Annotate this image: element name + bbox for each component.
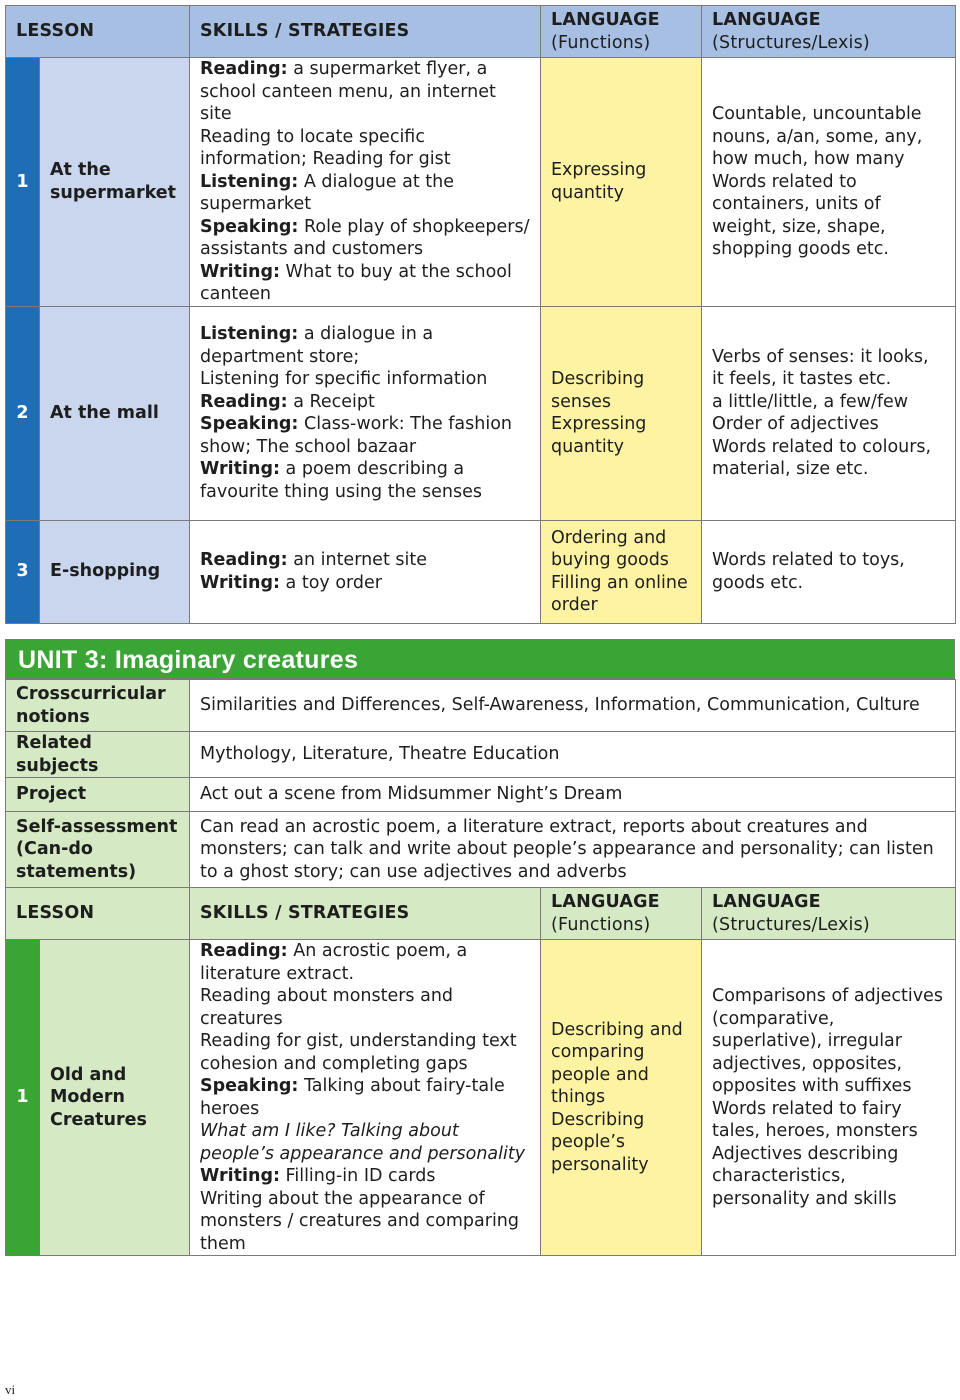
header-structures-sub: (Structures/Lexis) xyxy=(712,32,870,53)
lesson-name: Old and Modern Creatures xyxy=(40,940,190,1256)
structures-cell xyxy=(702,58,956,307)
info-row xyxy=(6,680,956,732)
skill-line: Reading about monsters and creatures xyxy=(200,986,454,1029)
skill-line: Speaking: Talking about fairy-tale heroes xyxy=(200,1076,505,1119)
skill-line: Reading to locate specific information; Reading for gist xyxy=(200,126,451,169)
info-value: Similarities and Differences, Self-Awareness, Information, Communication, Culture xyxy=(190,680,956,732)
lesson-name: E-shopping xyxy=(40,520,190,623)
skill-line: Listening: A dialogue at the supermarket xyxy=(200,171,455,214)
function-item: Expressing quantity xyxy=(551,414,647,457)
info-value: Can read an acrostic poem, a literature extract, reports about creatures and monsters; can talk and write about people’s appearance and personality; can listen to a ghost story; can use adjectives and adverbs xyxy=(190,812,956,888)
function-item: Expressing quantity xyxy=(551,160,647,203)
function-item: Ordering and buying goods xyxy=(551,527,669,570)
skills-cell xyxy=(190,940,541,1256)
function-item: Describing senses xyxy=(551,369,645,412)
skill-line: Writing about the appearance of monsters / creatures and comparing them xyxy=(200,1188,520,1254)
skill-line: Writing: a poem describing a favourite thing using the senses xyxy=(200,459,482,502)
function-item: Describing people’s personality xyxy=(551,1109,649,1175)
structures-cell xyxy=(702,940,956,1256)
structure-item: Words related to containers, units of weight, size, shape, shopping goods etc. xyxy=(712,171,889,259)
structures-cell xyxy=(702,520,956,623)
structure-item: Adjectives describing characteristics, personality and skills xyxy=(712,1143,899,1209)
header-skills: SKILLS / STRATEGIES xyxy=(190,888,541,940)
unit2-table xyxy=(5,5,956,624)
header-lesson: LESSON xyxy=(6,888,190,940)
lesson-number: 1 xyxy=(6,940,40,1256)
skill-line: Reading: an internet site xyxy=(200,550,427,570)
header-structures-top: LANGUAGE xyxy=(712,892,821,912)
info-value: Act out a scene from Midsummer Night’s Dream xyxy=(190,778,956,812)
info-value: Mythology, Literature, Theatre Education xyxy=(190,732,956,778)
info-row xyxy=(6,778,956,812)
structure-item: Order of adjectives xyxy=(712,414,879,434)
skill-line: Listening: a dialogue in a department store; xyxy=(200,324,434,367)
unit-title: UNIT 3: Imaginary creatures xyxy=(18,646,359,674)
functions-cell xyxy=(541,58,702,307)
skill-line: Reading: An acrostic poem, a literature extract. xyxy=(200,941,468,984)
header-structures-top: LANGUAGE xyxy=(712,10,821,30)
header-functions-sub: (Functions) xyxy=(551,32,651,53)
skill-line: Reading for gist, understanding text cohesion and completing gaps xyxy=(200,1031,517,1074)
function-item: Describing and comparing people and things xyxy=(551,1019,683,1108)
skill-line: What am I like? Talking about people’s appearance and personality xyxy=(200,1121,526,1164)
info-label: Self-assessment (Can-do statements) xyxy=(6,812,190,888)
structures-cell xyxy=(702,306,956,520)
lesson-number: 1 xyxy=(6,58,40,307)
structure-item: Words related to fairy tales, heroes, monsters xyxy=(712,1098,918,1141)
structure-item: Words related to colours, material, size etc. xyxy=(712,436,932,479)
table-row xyxy=(6,306,956,520)
skills-cell xyxy=(190,58,541,307)
structure-item: Words related to toys, goods etc. xyxy=(712,550,905,593)
function-item: Filling an online order xyxy=(551,572,688,615)
unit-title-bar xyxy=(5,639,955,679)
info-label: Project xyxy=(6,778,190,812)
skill-line: Writing: What to buy at the school canteen xyxy=(200,261,512,304)
header-functions-sub: (Functions) xyxy=(551,914,651,935)
functions-cell xyxy=(541,306,702,520)
functions-cell xyxy=(541,520,702,623)
header-lesson: LESSON xyxy=(6,6,190,58)
header-functions-top: LANGUAGE xyxy=(551,10,660,30)
header-skills: SKILLS / STRATEGIES xyxy=(190,6,541,58)
info-label: Related subjects xyxy=(6,732,190,778)
header-structures xyxy=(702,888,956,940)
info-label: Crosscurricular notions xyxy=(6,680,190,732)
table-row xyxy=(6,940,956,1256)
lesson-name: At the supermarket xyxy=(40,58,190,307)
structure-item: Countable, uncountable nouns, a/an, some, any, how much, how many xyxy=(712,104,923,169)
table-row xyxy=(6,520,956,623)
unit2-header-row xyxy=(6,6,956,58)
lesson-name: At the mall xyxy=(40,306,190,520)
unit3-table xyxy=(5,679,956,1256)
header-functions-top: LANGUAGE xyxy=(551,892,660,912)
lesson-number: 3 xyxy=(6,520,40,623)
page-number: vi xyxy=(5,1382,16,1397)
structure-item: Verbs of senses: it looks, it feels, it tastes etc. xyxy=(712,346,929,389)
unit3-header-row xyxy=(6,888,956,940)
header-structures xyxy=(702,6,956,58)
lesson-number: 2 xyxy=(6,306,40,520)
structure-item: a little/little, a few/few xyxy=(712,391,909,412)
skill-line: Writing: Filling-in ID cards xyxy=(200,1166,436,1186)
header-functions xyxy=(541,888,702,940)
functions-cell xyxy=(541,940,702,1256)
skill-line: Reading: a supermarket flyer, a school canteen menu, an internet site xyxy=(200,59,496,124)
structure-item: Comparisons of adjectives (comparative, superlative), irregular adjectives, opposites, opposites with suffixes xyxy=(712,986,943,1096)
skill-line: Speaking: Role play of shopkeepers/ assistants and customers xyxy=(200,216,530,259)
skill-line: Reading: a Receipt xyxy=(200,391,375,412)
skill-line: Listening for specific information xyxy=(200,369,488,389)
skill-line: Speaking: Class-work: The fashion show; The school bazaar xyxy=(200,414,513,457)
skills-cell xyxy=(190,306,541,520)
header-structures-sub: (Structures/Lexis) xyxy=(712,914,870,935)
skill-line: Writing: a toy order xyxy=(200,572,382,593)
info-row xyxy=(6,732,956,778)
header-functions xyxy=(541,6,702,58)
table-row xyxy=(6,58,956,307)
info-row xyxy=(6,812,956,888)
skills-cell xyxy=(190,520,541,623)
